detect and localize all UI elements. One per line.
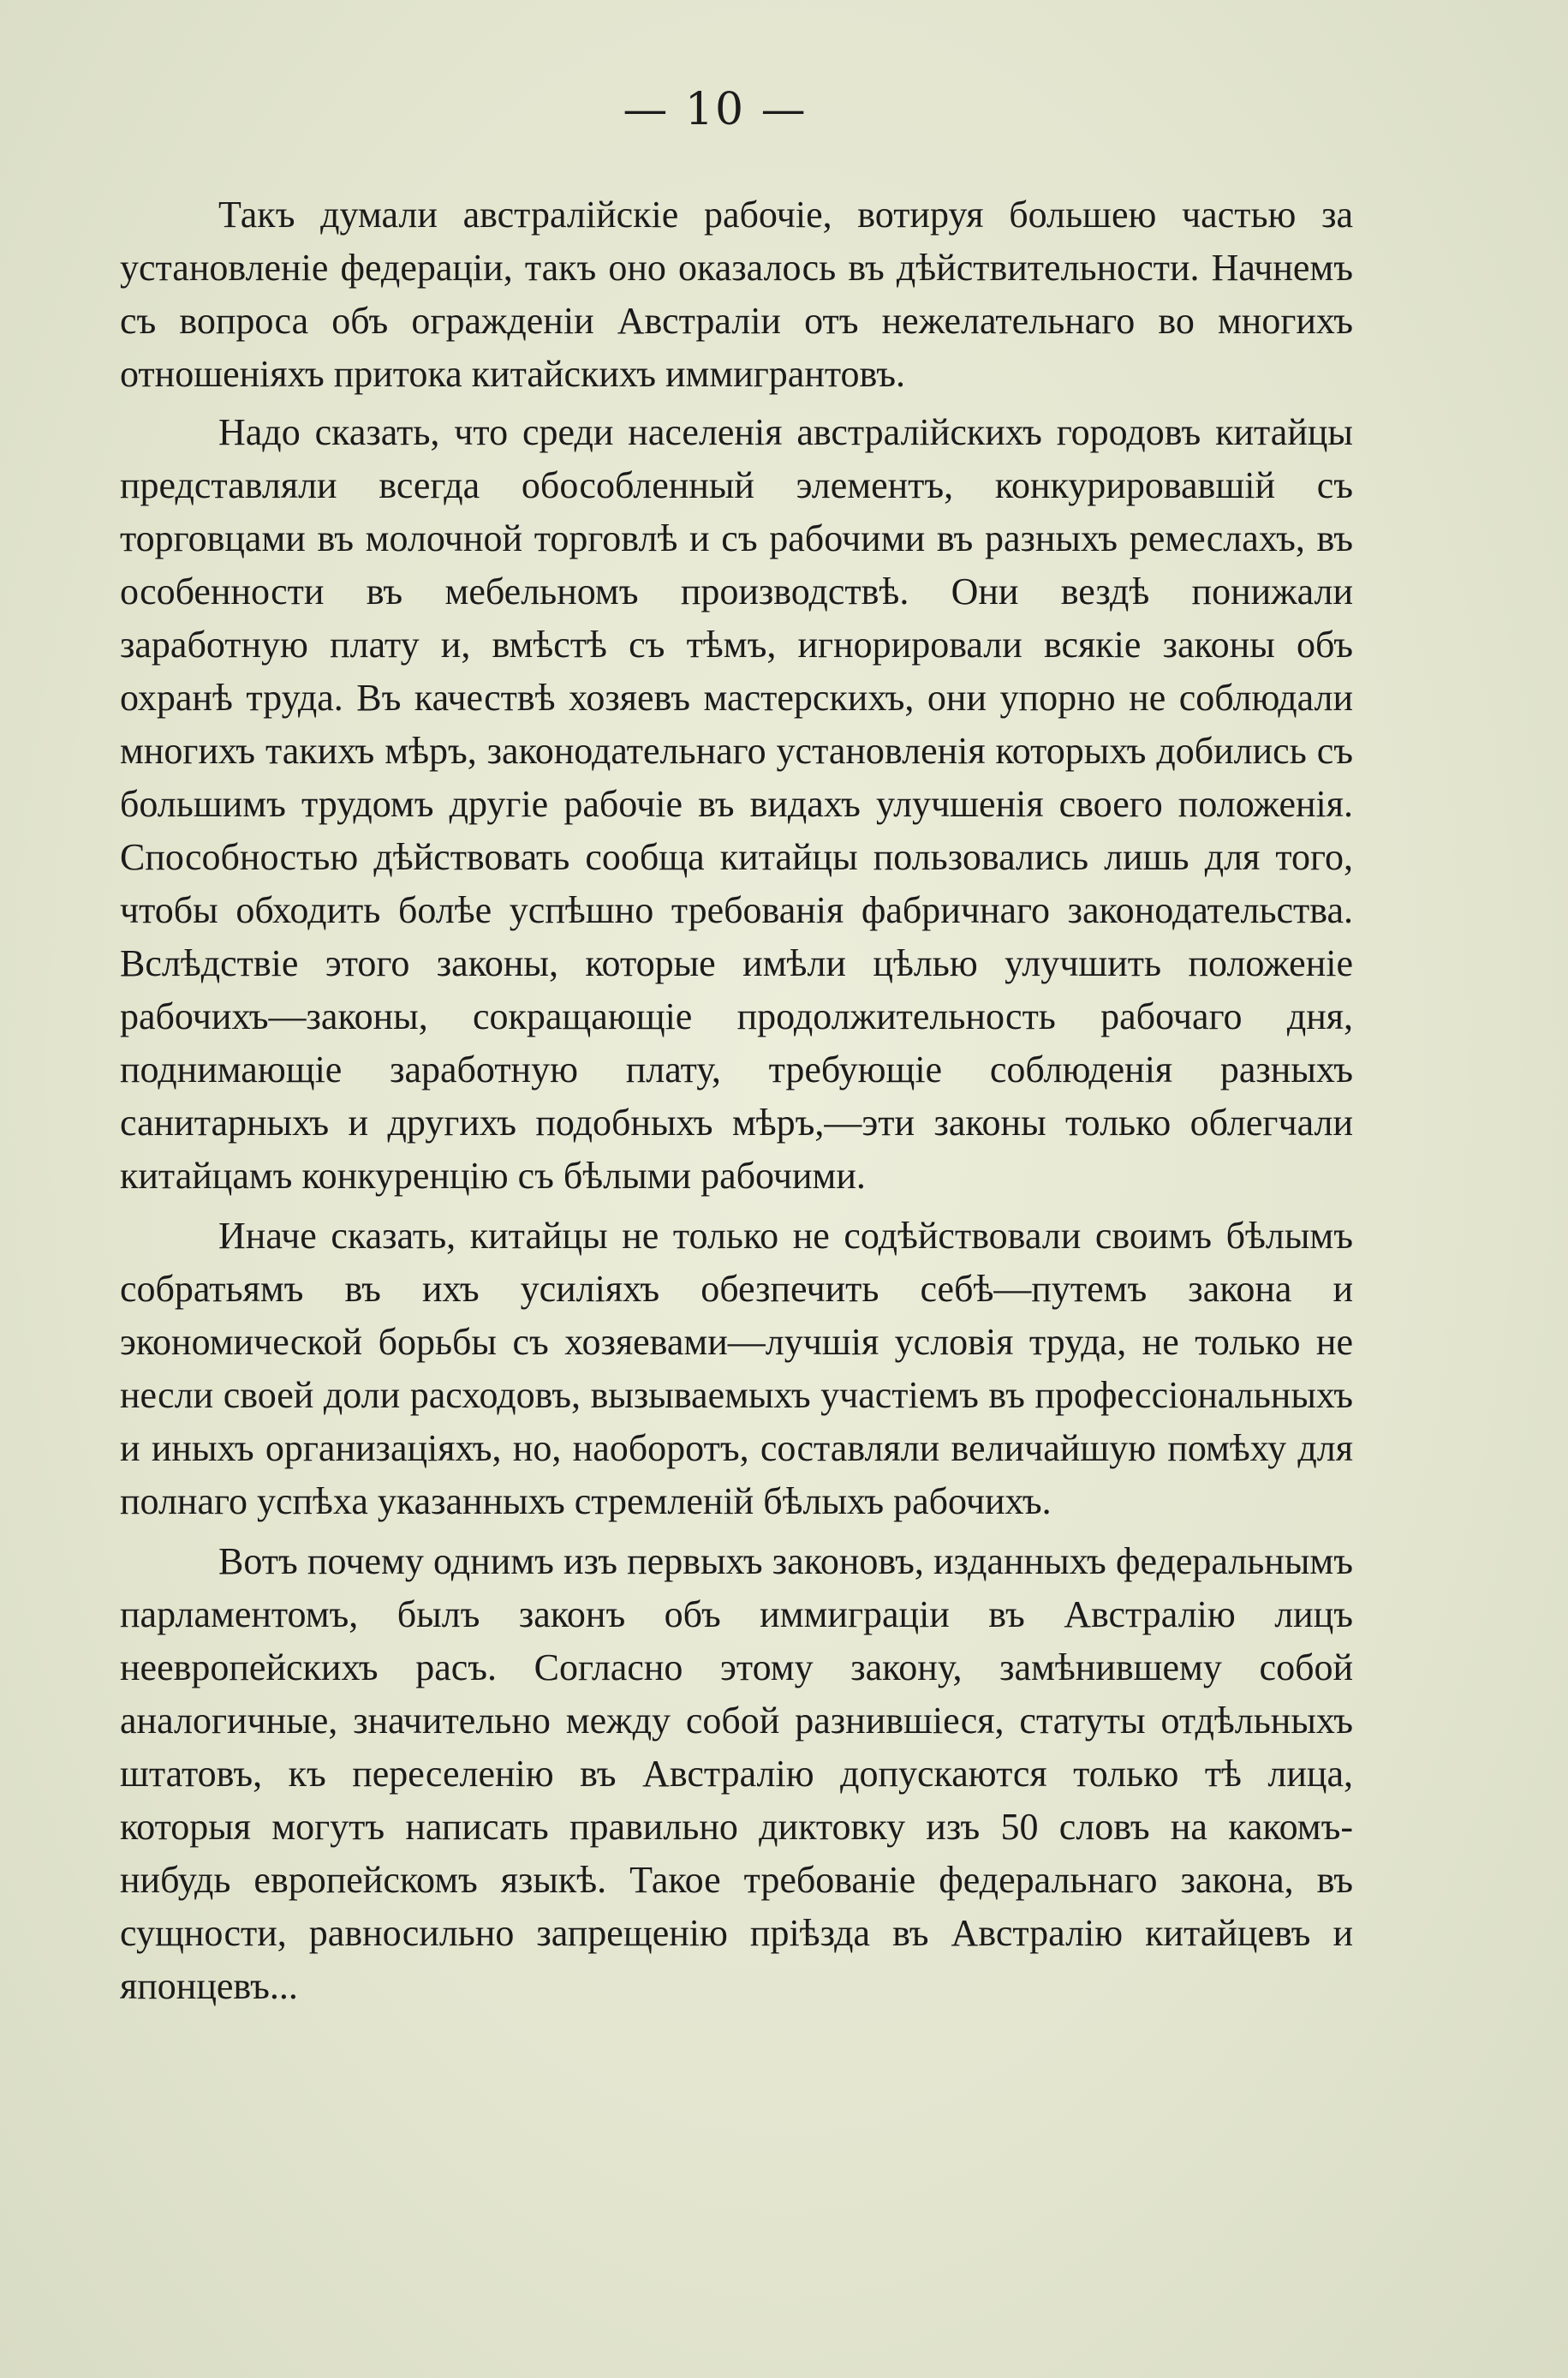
paragraph-4: Вотъ почему однимъ изъ первыхъ законовъ, изданныхъ федеральнымъ парламентомъ, былъ законъ объ иммиграціи въ Австралію лицъ неевропейскихъ расъ. Согласно этому закону, замѣнившему собой аналогичные, значительно между собой разнившіеся, статуты отдѣльныхъ штатовъ, къ переселенію въ Австралію допускаются только тѣ лица, которыя могутъ написать правильно диктовку изъ 50 словъ на какомъ-нибудь европейскомъ языкѣ. Такое требованіе федеральнаго закона, въ сущности, равносильно запрещенію пріѣзда въ Австралію китайцевъ и японцевъ... [120, 1540, 1353, 2007]
body-text [120, 188, 1353, 2017]
page-number: — 10 — [623, 84, 808, 135]
paragraph-1: Такъ думали австралійскіе рабочіе, вотируя большею частью за установленіе федераціи, такъ оно оказалось въ дѣйствительности. Начнемъ съ вопроса объ огражденіи Австраліи отъ нежелательнаго во многихъ отношеніяхъ притока китайскихъ иммигрантовъ. [120, 194, 1353, 395]
paragraph-2: Надо сказать, что среди населенія австралійскихъ городовъ китайцы представляли всегда обособленный элементъ, конкурировавшій съ торговцами въ молочной торговлѣ и съ рабочими въ разныхъ ремеслахъ, въ особенности въ мебельномъ производствѣ. Они вездѣ понижали заработную плату и, вмѣстѣ съ тѣмъ, игнорировали всякіе законы объ охранѣ труда. Въ качествѣ хозяевъ мастерскихъ, они упорно не соблюдали многихъ такихъ мѣръ, законодательнаго установленія которыхъ добились съ большимъ трудомъ другіе рабочіе въ видахъ улучшенія своего положенія. Способностью дѣйствовать сообща китайцы пользовались лишь для того, чтобы обходить болѣе успѣшно требованія фабричнаго законодательства. Вслѣдствіе этого законы, которые имѣли цѣлью улучшить положеніе рабочихъ—законы, сокращающіе продолжительность рабочаго дня, поднимающіе заработную плату, требующіе соблюденія разныхъ санитарныхъ и другихъ подобныхъ мѣръ,—эти законы только облегчали китайцамъ конкуренцію съ бѣлыми рабочими. [120, 411, 1353, 1197]
paragraph-3: Иначе сказать, китайцы не только не содѣйствовали своимъ бѣлымъ собратьямъ въ ихъ усиліяхъ обезпечить себѣ—путемъ закона и экономической борьбы съ хозяевами—лучшія условія труда, не только не несли своей доли расходовъ, вызываемыхъ участіемъ въ профессіональныхъ и иныхъ организаціяхъ, но, наоборотъ, составляли величайшую помѣху для полнаго успѣха указанныхъ стремленій бѣлыхъ рабочихъ. [120, 1215, 1353, 1522]
